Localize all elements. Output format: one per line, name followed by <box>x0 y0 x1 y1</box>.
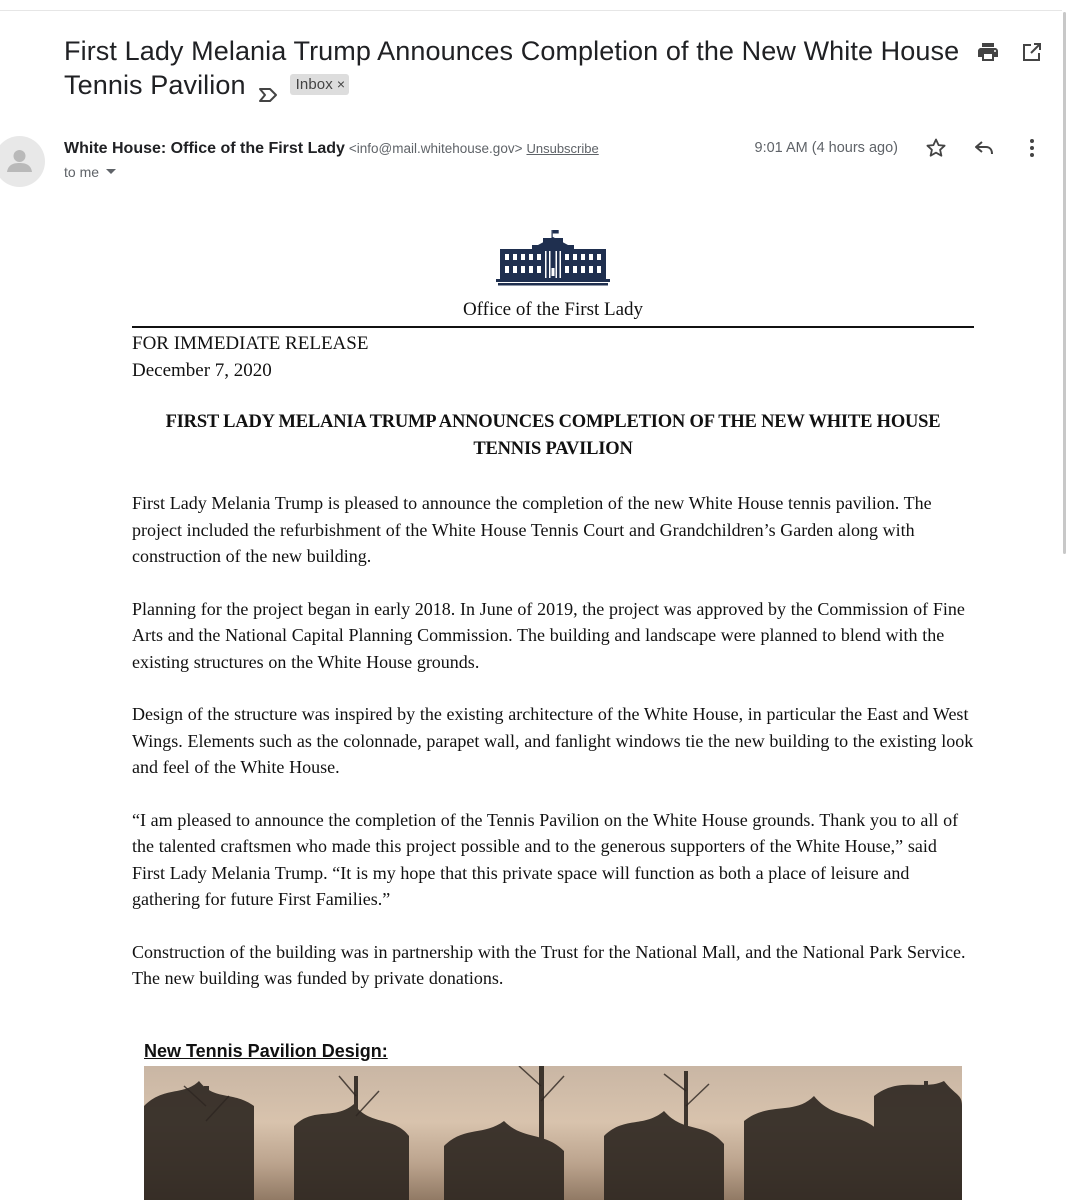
white-house-logo-icon <box>496 228 610 288</box>
body-paragraph: Design of the structure was inspired by the existing architecture of the White House, in particular the East and West Wings. Elements such as the colonnade, parapet wall, and fanlight windows tie the new building to the existing look and feel of the White House. <box>132 704 974 777</box>
header-actions <box>976 40 1044 64</box>
email-subject <box>64 34 964 102</box>
importance-marker-icon[interactable] <box>258 77 278 93</box>
tennis-pavilion-photo <box>144 1066 962 1200</box>
recipient-label: to me <box>64 164 100 180</box>
sender-name[interactable]: White House: Office of the First Lady <box>64 140 345 157</box>
chevron-down-icon <box>105 168 117 176</box>
design-section-heading: New Tennis Pavilion Design: <box>144 1041 388 1061</box>
toolbar-divider <box>0 10 1062 11</box>
more-vertical-icon <box>1020 136 1044 160</box>
tree-silhouette-image <box>144 1066 962 1200</box>
open-in-new-window-icon <box>1020 40 1044 64</box>
body-paragraph: “I am pleased to announce the completion of the Tennis Pavilion on the White House grounds. Thank you to all of the talented craftsmen who made this project possible and to the generous supporters of the White House,” said First Lady Melania Trump. “It is my hope that this private space will function as both a place of leisure and gathering for future First Families.” <box>132 809 959 909</box>
release-label: FOR IMMEDIATE RELEASE <box>132 333 369 354</box>
office-title: Office of the First Lady <box>462 299 644 320</box>
header-divider <box>132 326 974 328</box>
inbox-label-chip[interactable] <box>290 74 349 95</box>
print-icon <box>976 40 1000 64</box>
body-paragraph: First Lady Melania Trump is pleased to announce the completion of the new White House tennis pavilion. The project included the refurbishment of the White House Tennis Court and Grandchildren’s Garden along with construction of the new building. <box>132 493 932 566</box>
sender-avatar[interactable] <box>0 136 45 187</box>
unsubscribe-link[interactable]: Unsubscribe <box>526 141 599 156</box>
message-timestamp: 9:01 AM (4 hours ago) <box>754 140 898 156</box>
print-button[interactable] <box>976 40 1000 64</box>
press-release-headline: FIRST LADY MELANIA TRUMP ANNOUNCES COMPLETION OF THE NEW WHITE HOUSE TENNIS PAVILION <box>165 412 941 459</box>
reply-button[interactable] <box>972 136 996 160</box>
subject-text: First Lady Melania Trump Announces Completion of the New White House Tennis Pavilion <box>64 36 960 100</box>
body-paragraph: Planning for the project began in early 2018. In June of 2019, the project was approved by the Commission of Fine Arts and the National Capital Planning Commission. The building and landscape were planned to blend with the existing structures on the White House grounds. <box>132 598 965 672</box>
message-actions <box>924 136 1044 160</box>
white-house-logo <box>132 228 974 290</box>
open-in-new-window-button[interactable] <box>1020 40 1044 64</box>
body-paragraph: Construction of the building was in partnership with the Trust for the National Mall, and the National Park Service. The new building was funded by private donations. <box>132 941 966 988</box>
recipient-details-toggle[interactable] <box>64 164 117 180</box>
email-body <box>132 228 974 992</box>
reply-icon <box>972 136 996 160</box>
remove-label-icon[interactable]: × <box>336 75 346 92</box>
scrollbar[interactable] <box>1063 12 1066 554</box>
sender-line <box>64 139 599 159</box>
sender-email: <info@mail.whitehouse.gov> <box>348 141 523 156</box>
more-options-button[interactable] <box>1020 136 1044 160</box>
release-date: December 7, 2020 <box>132 360 272 381</box>
inbox-chip-label: Inbox <box>295 75 333 93</box>
star-icon <box>924 136 948 160</box>
default-avatar-icon <box>0 136 45 187</box>
star-button[interactable] <box>924 136 948 160</box>
